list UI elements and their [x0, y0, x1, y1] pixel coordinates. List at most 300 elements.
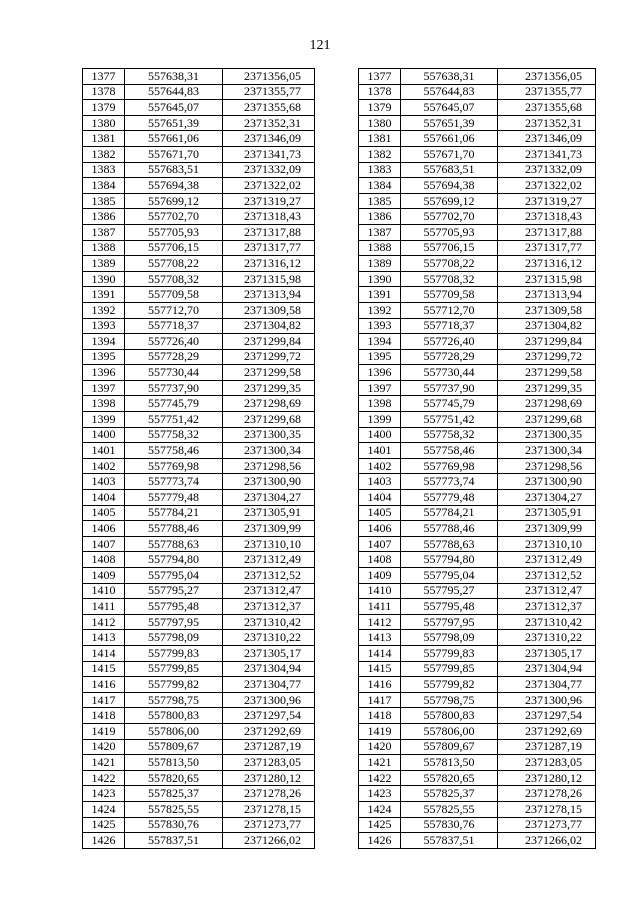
point-number-left: 1408: [83, 552, 125, 568]
point-number-right: 1394: [359, 334, 401, 350]
y-coordinate-right: 2371278,15: [498, 801, 596, 817]
x-coordinate-right: 557799,82: [401, 677, 498, 693]
table-row: [83, 505, 596, 521]
point-number-right: 1426: [359, 833, 401, 849]
y-coordinate-left: 2371299,68: [223, 412, 315, 428]
point-number-right: 1380: [359, 115, 401, 131]
x-coordinate-right: 557702,70: [401, 209, 498, 225]
x-coordinate-right: 557798,09: [401, 630, 498, 646]
table-row: [83, 271, 596, 287]
x-coordinate-right: 557825,37: [401, 786, 498, 802]
point-number-left: 1377: [83, 69, 125, 85]
point-number-right: 1409: [359, 568, 401, 584]
x-coordinate-left: 557795,04: [125, 568, 223, 584]
column-gap: [315, 69, 359, 85]
y-coordinate-right: 2371355,68: [498, 100, 596, 116]
x-coordinate-left: 557683,51: [125, 162, 223, 178]
table-row: [83, 739, 596, 755]
point-number-left: 1384: [83, 178, 125, 194]
y-coordinate-right: 2371319,27: [498, 193, 596, 209]
x-coordinate-right: 557773,74: [401, 474, 498, 490]
table-row: [83, 552, 596, 568]
x-coordinate-left: 557712,70: [125, 302, 223, 318]
y-coordinate-left: 2371310,10: [223, 536, 315, 552]
x-coordinate-right: 557638,31: [401, 69, 498, 85]
point-number-right: 1419: [359, 723, 401, 739]
y-coordinate-right: 2371300,34: [498, 443, 596, 459]
table-row: [83, 599, 596, 615]
y-coordinate-right: 2371298,69: [498, 396, 596, 412]
x-coordinate-right: 557830,76: [401, 817, 498, 833]
column-gap: [315, 645, 359, 661]
x-coordinate-right: 557788,63: [401, 536, 498, 552]
y-coordinate-right: 2371312,49: [498, 552, 596, 568]
y-coordinate-left: 2371300,90: [223, 474, 315, 490]
y-coordinate-right: 2371305,91: [498, 505, 596, 521]
column-gap: [315, 755, 359, 771]
column-gap: [315, 412, 359, 428]
point-number-right: 1385: [359, 193, 401, 209]
x-coordinate-right: 557806,00: [401, 723, 498, 739]
point-number-right: 1414: [359, 645, 401, 661]
y-coordinate-left: 2371304,94: [223, 661, 315, 677]
y-coordinate-right: 2371300,90: [498, 474, 596, 490]
point-number-left: 1401: [83, 443, 125, 459]
table-row: [83, 568, 596, 584]
x-coordinate-right: 557795,27: [401, 583, 498, 599]
column-gap: [315, 770, 359, 786]
table-row: [83, 209, 596, 225]
y-coordinate-right: 2371299,68: [498, 412, 596, 428]
column-gap: [315, 817, 359, 833]
x-coordinate-left: 557799,82: [125, 677, 223, 693]
y-coordinate-left: 2371305,17: [223, 645, 315, 661]
y-coordinate-left: 2371283,05: [223, 755, 315, 771]
column-gap: [315, 240, 359, 256]
point-number-left: 1392: [83, 302, 125, 318]
column-gap: [315, 599, 359, 615]
y-coordinate-right: 2371297,54: [498, 708, 596, 724]
y-coordinate-left: 2371318,43: [223, 209, 315, 225]
point-number-left: 1409: [83, 568, 125, 584]
column-gap: [315, 396, 359, 412]
point-number-left: 1393: [83, 318, 125, 334]
table-row: [83, 146, 596, 162]
x-coordinate-left: 557799,83: [125, 645, 223, 661]
x-coordinate-left: 557769,98: [125, 458, 223, 474]
x-coordinate-right: 557712,70: [401, 302, 498, 318]
point-number-right: 1416: [359, 677, 401, 693]
point-number-right: 1400: [359, 427, 401, 443]
y-coordinate-left: 2371309,58: [223, 302, 315, 318]
x-coordinate-left: 557745,79: [125, 396, 223, 412]
x-coordinate-left: 557830,76: [125, 817, 223, 833]
table-row: [83, 645, 596, 661]
table-row: [83, 614, 596, 630]
y-coordinate-left: 2371305,91: [223, 505, 315, 521]
x-coordinate-right: 557706,15: [401, 240, 498, 256]
column-gap: [315, 380, 359, 396]
column-gap: [315, 630, 359, 646]
x-coordinate-left: 557820,65: [125, 770, 223, 786]
x-coordinate-right: 557728,29: [401, 349, 498, 365]
y-coordinate-left: 2371309,99: [223, 521, 315, 537]
x-coordinate-left: 557806,00: [125, 723, 223, 739]
column-gap: [315, 115, 359, 131]
point-number-right: 1404: [359, 490, 401, 506]
y-coordinate-right: 2371304,77: [498, 677, 596, 693]
y-coordinate-left: 2371300,96: [223, 692, 315, 708]
y-coordinate-left: 2371299,35: [223, 380, 315, 396]
column-gap: [315, 505, 359, 521]
point-number-right: 1397: [359, 380, 401, 396]
x-coordinate-left: 557709,58: [125, 287, 223, 303]
point-number-right: 1417: [359, 692, 401, 708]
column-gap: [315, 708, 359, 724]
x-coordinate-right: 557708,22: [401, 256, 498, 272]
y-coordinate-right: 2371322,02: [498, 178, 596, 194]
x-coordinate-right: 557708,32: [401, 271, 498, 287]
table-row: [83, 536, 596, 552]
column-gap: [315, 193, 359, 209]
y-coordinate-right: 2371317,77: [498, 240, 596, 256]
y-coordinate-left: 2371299,72: [223, 349, 315, 365]
point-number-left: 1414: [83, 645, 125, 661]
table-row: [83, 661, 596, 677]
column-gap: [315, 209, 359, 225]
y-coordinate-right: 2371298,56: [498, 458, 596, 474]
table-row: [83, 458, 596, 474]
point-number-right: 1381: [359, 131, 401, 147]
column-gap: [315, 349, 359, 365]
column-gap: [315, 146, 359, 162]
point-number-right: 1413: [359, 630, 401, 646]
y-coordinate-right: 2371299,58: [498, 365, 596, 381]
point-number-right: 1425: [359, 817, 401, 833]
column-gap: [315, 568, 359, 584]
column-gap: [315, 318, 359, 334]
y-coordinate-right: 2371305,17: [498, 645, 596, 661]
x-coordinate-right: 557800,83: [401, 708, 498, 724]
column-gap: [315, 677, 359, 693]
x-coordinate-right: 557651,39: [401, 115, 498, 131]
x-coordinate-right: 557799,83: [401, 645, 498, 661]
table-row: [83, 677, 596, 693]
y-coordinate-right: 2371310,10: [498, 536, 596, 552]
y-coordinate-right: 2371273,77: [498, 817, 596, 833]
point-number-left: 1399: [83, 412, 125, 428]
column-gap: [315, 521, 359, 537]
point-number-right: 1378: [359, 84, 401, 100]
table-row: [83, 100, 596, 116]
column-gap: [315, 552, 359, 568]
x-coordinate-right: 557730,44: [401, 365, 498, 381]
y-coordinate-left: 2371278,15: [223, 801, 315, 817]
point-number-left: 1403: [83, 474, 125, 490]
x-coordinate-right: 557809,67: [401, 739, 498, 755]
point-number-left: 1400: [83, 427, 125, 443]
column-gap: [315, 302, 359, 318]
x-coordinate-right: 557705,93: [401, 224, 498, 240]
column-gap: [315, 271, 359, 287]
y-coordinate-left: 2371298,69: [223, 396, 315, 412]
x-coordinate-left: 557784,21: [125, 505, 223, 521]
x-coordinate-right: 557726,40: [401, 334, 498, 350]
y-coordinate-left: 2371317,88: [223, 224, 315, 240]
x-coordinate-left: 557708,32: [125, 271, 223, 287]
table-row: [83, 770, 596, 786]
point-number-right: 1399: [359, 412, 401, 428]
y-coordinate-left: 2371316,12: [223, 256, 315, 272]
point-number-right: 1408: [359, 552, 401, 568]
y-coordinate-left: 2371312,49: [223, 552, 315, 568]
x-coordinate-left: 557728,29: [125, 349, 223, 365]
x-coordinate-left: 557737,90: [125, 380, 223, 396]
point-number-left: 1411: [83, 599, 125, 615]
point-number-left: 1415: [83, 661, 125, 677]
y-coordinate-left: 2371266,02: [223, 833, 315, 849]
x-coordinate-left: 557794,80: [125, 552, 223, 568]
x-coordinate-left: 557702,70: [125, 209, 223, 225]
point-number-left: 1387: [83, 224, 125, 240]
x-coordinate-right: 557644,83: [401, 84, 498, 100]
point-number-right: 1407: [359, 536, 401, 552]
point-number-right: 1406: [359, 521, 401, 537]
y-coordinate-right: 2371309,99: [498, 521, 596, 537]
y-coordinate-left: 2371310,42: [223, 614, 315, 630]
y-coordinate-right: 2371332,09: [498, 162, 596, 178]
y-coordinate-left: 2371317,77: [223, 240, 315, 256]
point-number-right: 1388: [359, 240, 401, 256]
x-coordinate-right: 557784,21: [401, 505, 498, 521]
table-row: [83, 490, 596, 506]
point-number-left: 1378: [83, 84, 125, 100]
y-coordinate-right: 2371300,96: [498, 692, 596, 708]
x-coordinate-left: 557644,83: [125, 84, 223, 100]
table-row: [83, 630, 596, 646]
column-gap: [315, 801, 359, 817]
x-coordinate-right: 557820,65: [401, 770, 498, 786]
column-gap: [315, 458, 359, 474]
y-coordinate-left: 2371273,77: [223, 817, 315, 833]
y-coordinate-right: 2371317,88: [498, 224, 596, 240]
point-number-left: 1402: [83, 458, 125, 474]
x-coordinate-left: 557705,93: [125, 224, 223, 240]
point-number-left: 1391: [83, 287, 125, 303]
column-gap: [315, 443, 359, 459]
x-coordinate-left: 557758,32: [125, 427, 223, 443]
y-coordinate-right: 2371346,09: [498, 131, 596, 147]
point-number-left: 1419: [83, 723, 125, 739]
column-gap: [315, 162, 359, 178]
y-coordinate-left: 2371298,56: [223, 458, 315, 474]
y-coordinate-left: 2371304,82: [223, 318, 315, 334]
x-coordinate-left: 557706,15: [125, 240, 223, 256]
column-gap: [315, 661, 359, 677]
table-row: [83, 69, 596, 85]
point-number-right: 1389: [359, 256, 401, 272]
table-row: [83, 115, 596, 131]
y-coordinate-left: 2371346,09: [223, 131, 315, 147]
x-coordinate-right: 557758,46: [401, 443, 498, 459]
y-coordinate-right: 2371312,37: [498, 599, 596, 615]
point-number-right: 1384: [359, 178, 401, 194]
point-number-left: 1418: [83, 708, 125, 724]
x-coordinate-left: 557661,06: [125, 131, 223, 147]
x-coordinate-left: 557825,55: [125, 801, 223, 817]
point-number-left: 1390: [83, 271, 125, 287]
x-coordinate-left: 557837,51: [125, 833, 223, 849]
table-row: [83, 427, 596, 443]
y-coordinate-left: 2371315,98: [223, 271, 315, 287]
table-row: [83, 349, 596, 365]
x-coordinate-right: 557794,80: [401, 552, 498, 568]
x-coordinate-left: 557809,67: [125, 739, 223, 755]
y-coordinate-right: 2371312,52: [498, 568, 596, 584]
y-coordinate-right: 2371299,35: [498, 380, 596, 396]
x-coordinate-right: 557671,70: [401, 146, 498, 162]
point-number-right: 1410: [359, 583, 401, 599]
y-coordinate-left: 2371300,35: [223, 427, 315, 443]
x-coordinate-left: 557798,09: [125, 630, 223, 646]
column-gap: [315, 427, 359, 443]
y-coordinate-right: 2371278,26: [498, 786, 596, 802]
point-number-right: 1391: [359, 287, 401, 303]
point-number-right: 1401: [359, 443, 401, 459]
x-coordinate-right: 557699,12: [401, 193, 498, 209]
y-coordinate-left: 2371319,27: [223, 193, 315, 209]
y-coordinate-right: 2371309,58: [498, 302, 596, 318]
page-number: 121: [309, 38, 331, 53]
point-number-right: 1382: [359, 146, 401, 162]
x-coordinate-left: 557773,74: [125, 474, 223, 490]
table-row: [83, 287, 596, 303]
x-coordinate-left: 557758,46: [125, 443, 223, 459]
column-gap: [315, 490, 359, 506]
x-coordinate-right: 557813,50: [401, 755, 498, 771]
point-number-left: 1416: [83, 677, 125, 693]
point-number-right: 1405: [359, 505, 401, 521]
table-row: [83, 755, 596, 771]
y-coordinate-left: 2371312,52: [223, 568, 315, 584]
point-number-right: 1392: [359, 302, 401, 318]
point-number-left: 1389: [83, 256, 125, 272]
column-gap: [315, 84, 359, 100]
y-coordinate-right: 2371313,94: [498, 287, 596, 303]
x-coordinate-left: 557751,42: [125, 412, 223, 428]
x-coordinate-left: 557795,27: [125, 583, 223, 599]
point-number-right: 1412: [359, 614, 401, 630]
x-coordinate-right: 557661,06: [401, 131, 498, 147]
point-number-left: 1397: [83, 380, 125, 396]
x-coordinate-left: 557694,38: [125, 178, 223, 194]
x-coordinate-right: 557745,79: [401, 396, 498, 412]
x-coordinate-left: 557799,85: [125, 661, 223, 677]
column-gap: [315, 739, 359, 755]
point-number-left: 1423: [83, 786, 125, 802]
y-coordinate-right: 2371356,05: [498, 69, 596, 85]
x-coordinate-left: 557726,40: [125, 334, 223, 350]
x-coordinate-right: 557799,85: [401, 661, 498, 677]
x-coordinate-left: 557825,37: [125, 786, 223, 802]
point-number-left: 1410: [83, 583, 125, 599]
y-coordinate-right: 2371280,12: [498, 770, 596, 786]
y-coordinate-right: 2371341,73: [498, 146, 596, 162]
x-coordinate-left: 557795,48: [125, 599, 223, 615]
x-coordinate-right: 557683,51: [401, 162, 498, 178]
point-number-left: 1386: [83, 209, 125, 225]
table-row: [83, 412, 596, 428]
x-coordinate-right: 557798,75: [401, 692, 498, 708]
column-gap: [315, 287, 359, 303]
x-coordinate-right: 557795,48: [401, 599, 498, 615]
point-number-right: 1387: [359, 224, 401, 240]
y-coordinate-left: 2371287,19: [223, 739, 315, 755]
table-row: [83, 833, 596, 849]
point-number-right: 1411: [359, 599, 401, 615]
point-number-right: 1422: [359, 770, 401, 786]
y-coordinate-right: 2371283,05: [498, 755, 596, 771]
y-coordinate-right: 2371310,42: [498, 614, 596, 630]
column-gap: [315, 723, 359, 739]
x-coordinate-left: 557730,44: [125, 365, 223, 381]
point-number-left: 1379: [83, 100, 125, 116]
x-coordinate-left: 557800,83: [125, 708, 223, 724]
table-row: [83, 193, 596, 209]
table-row: [83, 817, 596, 833]
table-row: [83, 723, 596, 739]
y-coordinate-left: 2371304,27: [223, 490, 315, 506]
table-row: [83, 380, 596, 396]
x-coordinate-left: 557813,50: [125, 755, 223, 771]
point-number-right: 1390: [359, 271, 401, 287]
x-coordinate-left: 557797,95: [125, 614, 223, 630]
table-row: [83, 474, 596, 490]
x-coordinate-right: 557779,48: [401, 490, 498, 506]
y-coordinate-left: 2371310,22: [223, 630, 315, 646]
x-coordinate-right: 557758,32: [401, 427, 498, 443]
x-coordinate-right: 557795,04: [401, 568, 498, 584]
x-coordinate-right: 557751,42: [401, 412, 498, 428]
x-coordinate-right: 557797,95: [401, 614, 498, 630]
table-row: [83, 84, 596, 100]
point-number-left: 1394: [83, 334, 125, 350]
y-coordinate-right: 2371292,69: [498, 723, 596, 739]
point-number-right: 1398: [359, 396, 401, 412]
table-row: [83, 240, 596, 256]
point-number-left: 1417: [83, 692, 125, 708]
y-coordinate-left: 2371356,05: [223, 69, 315, 85]
x-coordinate-left: 557798,75: [125, 692, 223, 708]
table-row: [83, 708, 596, 724]
column-gap: [315, 334, 359, 350]
x-coordinate-right: 557788,46: [401, 521, 498, 537]
x-coordinate-right: 557718,37: [401, 318, 498, 334]
point-number-left: 1406: [83, 521, 125, 537]
point-number-left: 1426: [83, 833, 125, 849]
table-row: [83, 801, 596, 817]
y-coordinate-right: 2371304,94: [498, 661, 596, 677]
column-gap: [315, 833, 359, 849]
x-coordinate-right: 557737,90: [401, 380, 498, 396]
point-number-left: 1424: [83, 801, 125, 817]
y-coordinate-left: 2371322,02: [223, 178, 315, 194]
y-coordinate-right: 2371266,02: [498, 833, 596, 849]
y-coordinate-left: 2371312,47: [223, 583, 315, 599]
point-number-right: 1386: [359, 209, 401, 225]
x-coordinate-left: 557718,37: [125, 318, 223, 334]
point-number-left: 1422: [83, 770, 125, 786]
